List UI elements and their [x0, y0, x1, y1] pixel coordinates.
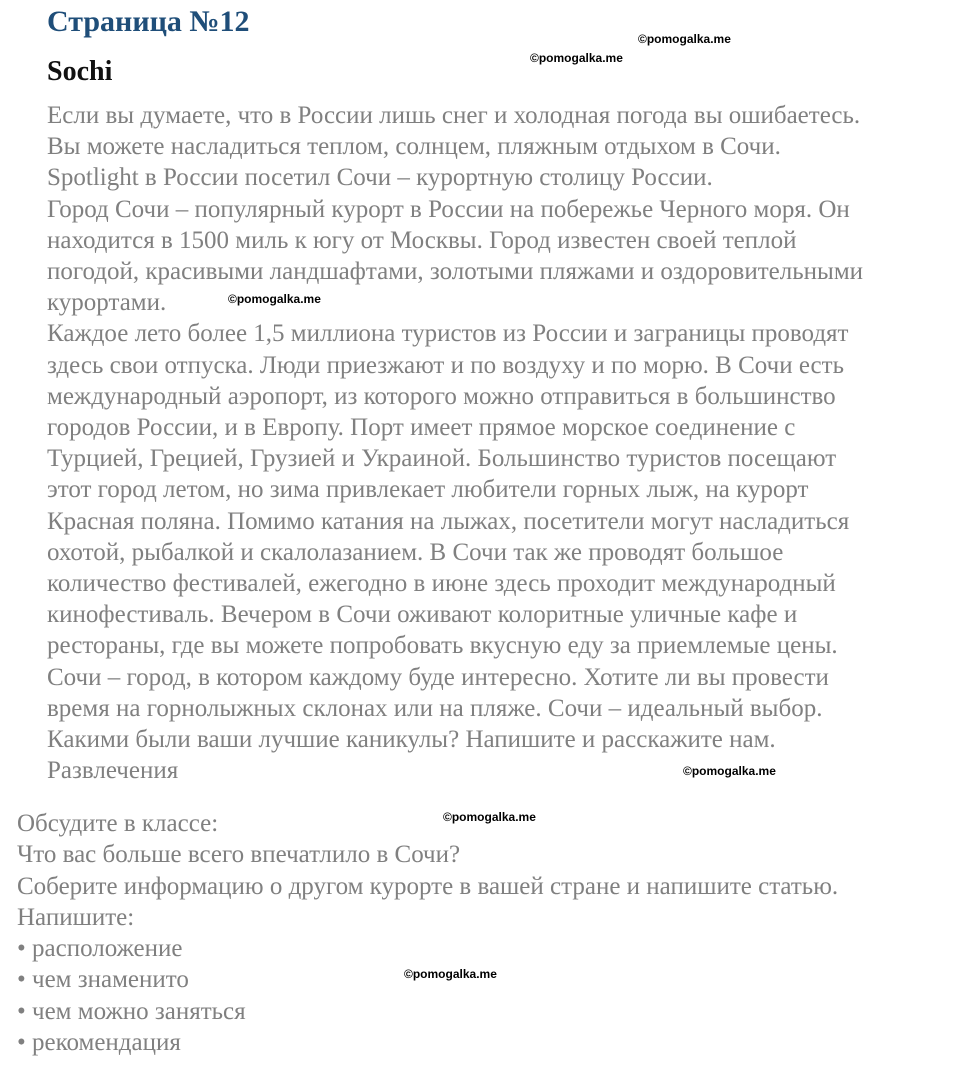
article-line: Сочи – город, в котором каждому буде интересно. Хотите ли вы провести: [47, 663, 829, 691]
watermark: ©pomogalka.me: [530, 51, 623, 65]
article-line: погодой, красивыми ландшафтами, золотыми пляжами и оздоровительными: [47, 258, 864, 286]
article-line: Город Сочи – популярный курорт в России на побережье Черного моря. Он: [47, 195, 850, 223]
discussion-line: Обсудите в классе:: [17, 810, 219, 837]
bullet-item: • чем можно заняться: [17, 997, 246, 1025]
article-line: курортами.: [47, 289, 167, 317]
watermark: ©pomogalka.me: [638, 32, 731, 46]
article-line: время на горнолыжных склонах или на пляже. Сочи – идеальный выбор.: [47, 694, 823, 722]
watermark: ©pomogalka.me: [683, 764, 776, 778]
article-line: находится в 1500 миль к югу от Москвы. Город известен своей теплой: [47, 226, 797, 254]
bullet-item: • рекомендация: [17, 1029, 181, 1057]
watermark: ©pomogalka.me: [443, 810, 536, 824]
page-title: Страница №12: [47, 5, 250, 38]
watermark: ©pomogalka.me: [228, 292, 321, 306]
article-line: городов России, и в Европу. Порт имеет прямое морское соединение с: [47, 414, 796, 442]
article-line: кинофестиваль. Вечером в Сочи оживают колоритные уличные кафе и: [47, 601, 798, 629]
watermark: ©pomogalka.me: [404, 967, 497, 981]
discussion-task: [17, 808, 952, 1058]
article-line: Spotlight в России посетил Сочи – курортную столицу России.: [47, 164, 713, 192]
article-line: здесь свои отпуска. Люди приезжают и по воздуху и по морю. В Сочи есть: [47, 351, 844, 379]
discussion-line: Соберите информацию о другом курорте в вашей стране и напишите статью.: [17, 872, 839, 900]
article-line: Развлечения: [47, 757, 179, 785]
article-line: рестораны, где вы можете попробовать вкусную еду за приемлемые цены.: [47, 632, 838, 660]
article-line: охотой, рыбалкой и скалолазанием. В Сочи так же проводят большое: [47, 538, 784, 566]
article-text: [47, 100, 952, 786]
article-line: этот город летом, но зима привлекает любители горных лыж, на курорт: [47, 476, 809, 504]
bullet-item: • расположение: [17, 935, 183, 963]
discussion-line: Что вас больше всего впечатлило в Сочи?: [17, 841, 461, 869]
discussion-line: Напишите:: [17, 903, 135, 931]
article-line: Каждое лето более 1,5 миллиона туристов из России и заграницы проводят: [47, 320, 849, 348]
section-heading: Sochi: [47, 56, 113, 87]
article-line: количество фестивалей, ежегодно в июне здесь проходит международный: [47, 570, 836, 598]
article-line: Вы можете насладиться теплом, солнцем, пляжным отдыхом в Сочи.: [47, 133, 781, 161]
article-line: Если вы думаете, что в России лишь снег и холодная погода вы ошибаетесь.: [47, 102, 861, 129]
article-line: международный аэропорт, из которого можно отправиться в большинство: [47, 382, 836, 410]
bullet-item: • чем знаменито: [17, 966, 189, 994]
article-line: Какими были ваши лучшие каникулы? Напишите и расскажите нам.: [47, 726, 776, 754]
article-line: Турцией, Грецией, Грузией и Украиной. Большинство туристов посещают: [47, 445, 837, 473]
article-line: Красная поляна. Помимо катания на лыжах, посетители могут насладиться: [47, 507, 850, 535]
